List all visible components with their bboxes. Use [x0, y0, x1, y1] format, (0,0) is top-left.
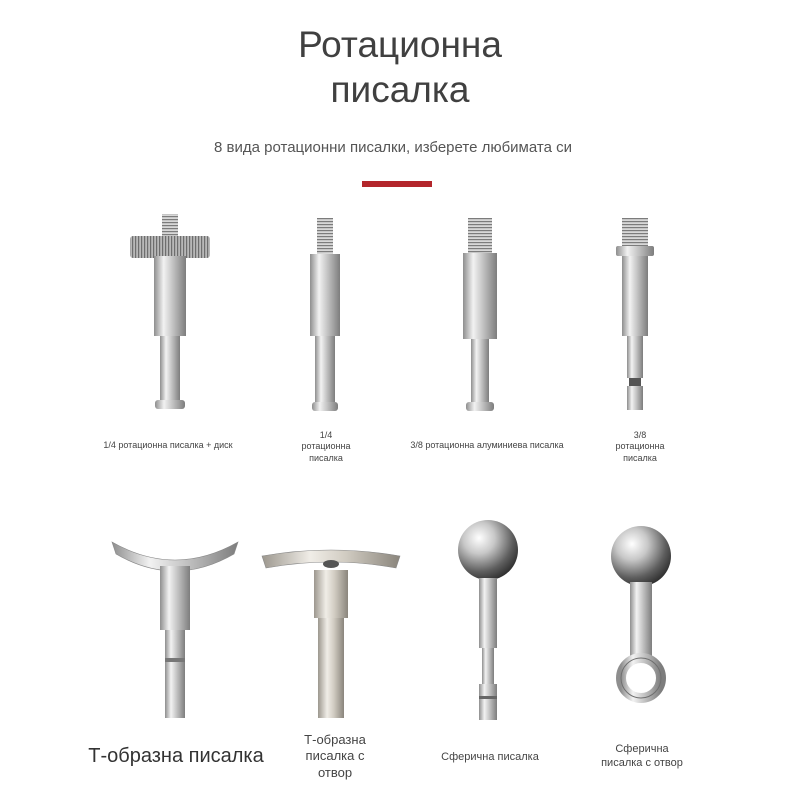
product-label: 3/8 ротационна писалка [615, 430, 665, 463]
page-title [0, 22, 800, 112]
product-card-spherical-pen [452, 518, 524, 726]
product-label: 1/4 ротационна писалка + диск [103, 440, 233, 450]
spherical-pen-with-hole-icon [606, 526, 676, 704]
title-line-1: Ротационна [298, 24, 502, 65]
page-subtitle: 8 вида ротационни писалки, изберете любимата си [214, 139, 572, 156]
rotary-pen-three-eighths-icon [610, 215, 660, 415]
product-label: 3/8 ротационна алуминиева писалка [410, 440, 564, 450]
product-label: Сферична писалка с отвор [601, 743, 683, 769]
rotary-pen-quarter-icon [300, 215, 350, 415]
disc-rotary-pen-icon [120, 210, 220, 415]
product-card-rotary-pen-quarter [300, 215, 350, 415]
t-shaped-pen-icon [110, 540, 240, 722]
t-shaped-pen-with-hole-icon [260, 550, 402, 722]
aluminium-rotary-pen-icon [455, 215, 505, 415]
product-label: 1/4 ротационна писалка [301, 430, 351, 463]
product-label: Т-образна писалка [88, 745, 264, 767]
accent-divider [362, 181, 432, 187]
product-card-rotary-pen-three-eighths [610, 215, 660, 415]
product-card-spherical-pen-with-hole [606, 526, 676, 704]
spherical-pen-icon [452, 518, 524, 726]
title-line-2: писалка [330, 69, 470, 110]
product-label: Т-образна писалка с отвор [304, 732, 366, 780]
product-card-aluminium-rotary-pen [455, 215, 505, 415]
product-card-t-shaped-pen-with-hole [260, 550, 402, 722]
product-card-disc-rotary-pen [120, 210, 220, 415]
product-label: Сферична писалка [441, 751, 539, 763]
product-card-t-shaped-pen [110, 540, 240, 722]
